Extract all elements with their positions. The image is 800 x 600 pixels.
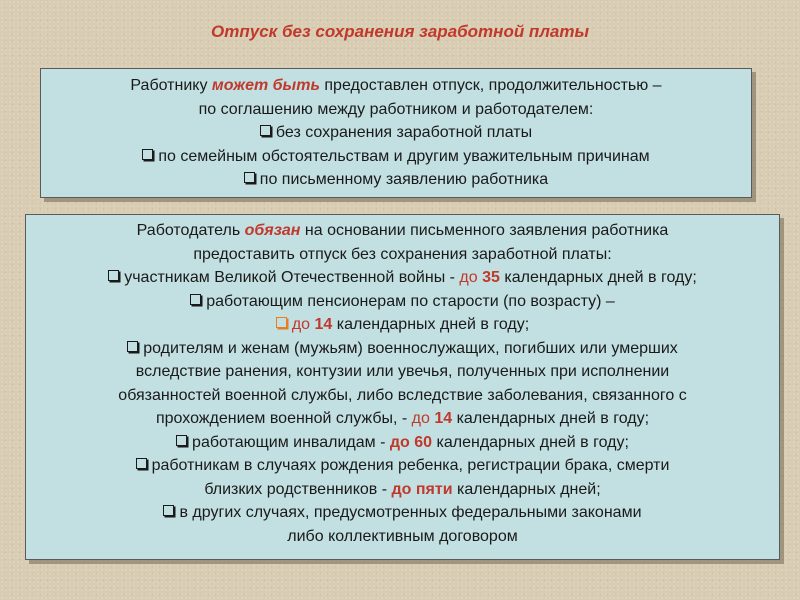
box2-intro-line: Работодатель обязан на основании письменного заявления работника (136, 222, 669, 239)
obliged-emphasis: обязан (244, 222, 301, 239)
checkbox-bullet-icon (136, 458, 147, 469)
list-item: работникам в случаях рождения ребенка, регистрации брака, смерти (30, 454, 775, 478)
box1-agreement-line: по соглашению между работником и работодателем: (198, 100, 594, 118)
list-item: по письменному заявлению работника (49, 168, 743, 192)
list-item-continuation: либо коллективным договором (287, 527, 518, 545)
list-item: работающим пенсионерам по старости (по возрасту) – (30, 290, 775, 314)
list-item: родителям и женам (мужьям) военнослужащих, погибших или умерших (30, 337, 775, 361)
checkbox-bullet-icon (276, 317, 287, 328)
checkbox-bullet-icon (176, 435, 187, 446)
list-item-continuation: до 14 календарных дней в году; (30, 313, 775, 337)
list-item: работающим инвалидам - до 60 календарных дней в году; (30, 431, 775, 455)
list-item-continuation: прохождением военной службы, - до 14 календарных дней в году; (155, 410, 650, 427)
checkbox-bullet-icon (190, 294, 201, 305)
checkbox-bullet-icon (163, 505, 174, 516)
list-item: в других случаях, предусмотренных федеральными законами (30, 501, 775, 525)
list-item: по семейным обстоятельствам и другим уважительным причинам (49, 145, 743, 169)
list-item-continuation: обязанностей военной службы, либо вследствие заболевания, связанного с (118, 386, 687, 404)
checkbox-bullet-icon (142, 149, 153, 160)
checkbox-bullet-icon (108, 270, 119, 281)
checkbox-bullet-icon (260, 125, 271, 136)
list-item: участникам Великой Отечественной войны - до 35 календарных дней в году; (30, 266, 775, 290)
list-item-continuation: вследствие ранения, контузии или увечья, полученных при исполнении (135, 363, 670, 380)
may-emphasis: может быть (211, 77, 320, 94)
employee-may-box (40, 68, 752, 198)
list-item-continuation: близких родственников - до пяти календарных дней; (204, 480, 601, 498)
box2-grant-line: предоставить отпуск без сохранения заработной платы: (193, 245, 612, 263)
box1-intro-line: Работнику может быть предоставлен отпуск, продолжительностью – (130, 77, 662, 94)
employer-must-box (25, 214, 780, 560)
slide-title: Отпуск без сохранения заработной платы (211, 22, 589, 41)
checkbox-bullet-icon (244, 172, 255, 183)
list-item: без сохранения заработной платы (49, 121, 743, 145)
checkbox-bullet-icon (127, 341, 138, 352)
